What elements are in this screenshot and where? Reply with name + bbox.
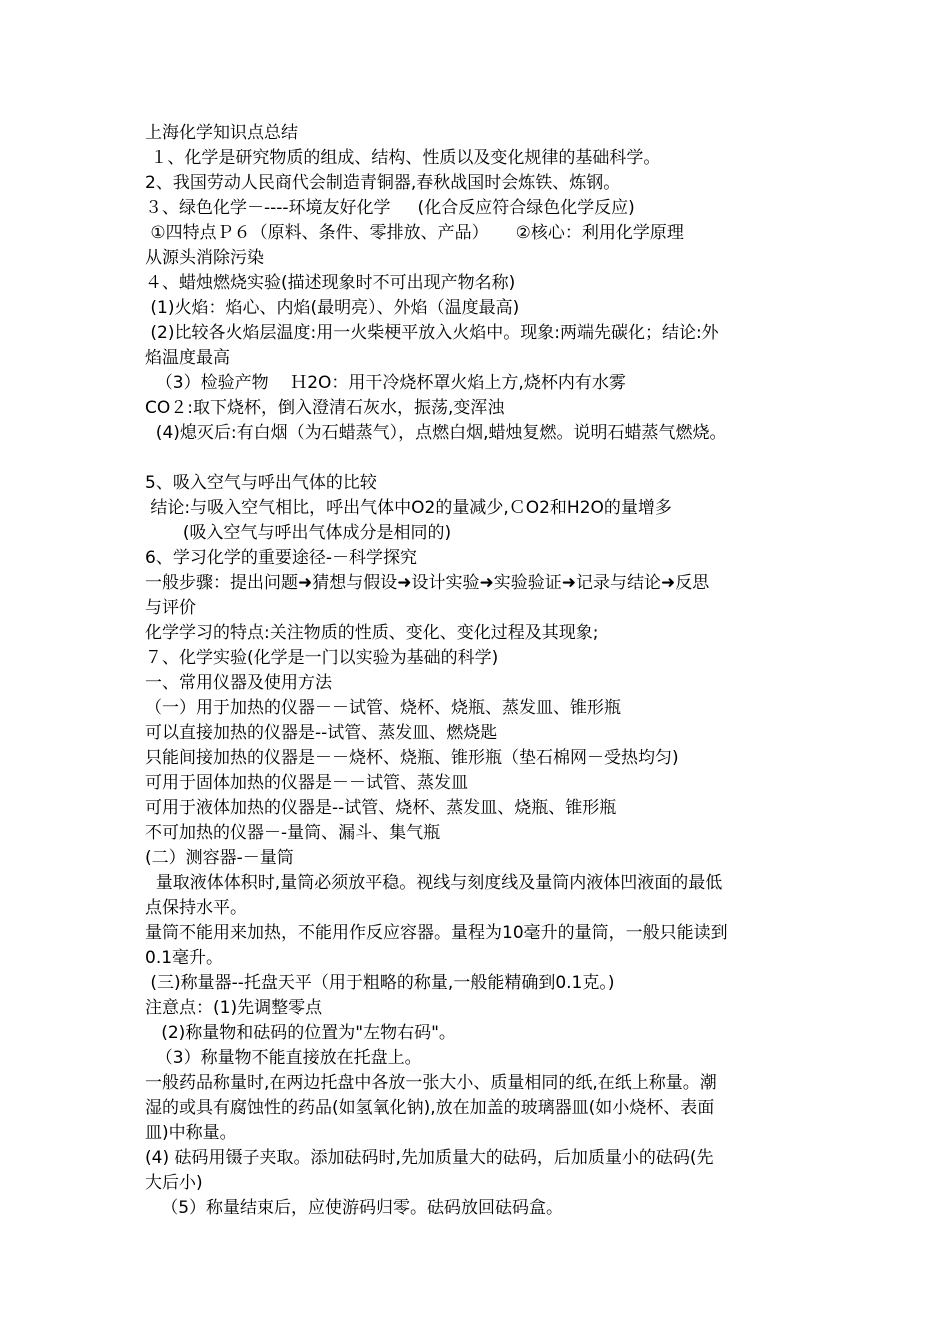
document-title: 上海化学知识点总结 <box>145 123 298 143</box>
text-line: 一般步骤：提出问题➜猜想与假设➜设计实验➜实验验证➜记录与结论➜反思 <box>145 573 710 593</box>
text-line: (4) 砝码用镊子夹取。添加砝码时,先加质量大的砝码，后加质量小的砝码(先 <box>145 1148 714 1168</box>
text-line: 一般药品称量时,在两边托盘中各放一张大小、质量相同的纸,在纸上称量。潮 <box>145 1073 717 1093</box>
text-line: 2、我国劳动人民商代会制造青铜器,春秋战国时会炼铁、炼钢。 <box>145 173 621 193</box>
text-line: (4)熄灭后:有白烟（为石蜡蒸气），点燃白烟,蜡烛复燃。说明石蜡蒸气燃烧。 <box>145 423 727 443</box>
text-line: （5）称量结束后，应使游码归零。砝码放回砝码盒。 <box>145 1198 564 1218</box>
text-line: 大后小) <box>145 1173 203 1193</box>
text-line: （3）称量物不能直接放在托盘上。 <box>145 1048 422 1068</box>
text-line: 湿的或具有腐蚀性的药品(如氢氧化钠),放在加盖的玻璃器皿(如小烧杯、表面 <box>145 1098 715 1118</box>
text-line: 6、学习化学的重要途径-－科学探究 <box>145 548 417 568</box>
text-line: 化学学习的特点:关注物质的性质、变化、变化过程及其现象; <box>145 623 599 643</box>
document-body <box>145 121 825 1221</box>
text-line: 从源头消除污染 <box>145 248 264 268</box>
text-line: （一）用于加热的仪器－－试管、烧杯、烧瓶、蒸发皿、锥形瓶 <box>145 698 621 718</box>
text-line: (1)火焰：焰心、内焰(最明亮）、外焰（温度最高) <box>145 298 520 318</box>
text-line: 一、常用仪器及使用方法 <box>145 673 332 693</box>
text-line: ３、绿色化学－----环境友好化学 (化合反应符合绿色化学反应) <box>145 198 635 218</box>
text-line: 可以直接加热的仪器是--试管、蒸发皿、燃烧匙 <box>145 723 498 743</box>
text-line: 0.1毫升。 <box>145 948 224 968</box>
text-line: 可用于固体加热的仪器是－－试管、蒸发皿 <box>145 773 468 793</box>
text-line: 只能间接加热的仪器是－－烧杯、烧瓶、锥形瓶（垫石棉网－受热均匀) <box>145 748 679 768</box>
text-line: 点保持水平。 <box>145 898 247 918</box>
text-line: 结论:与吸入空气相比，呼出气体中O2的量减少,ＣO2和H2O的量增多 <box>145 498 672 518</box>
blank-line <box>145 446 825 471</box>
text-line: (2)称量物和砝码的位置为"左物右码"。 <box>145 1023 456 1043</box>
text-line: (2)比较各火焰层温度:用一火柴梗平放入火焰中。现象:两端先碳化；结论:外 <box>145 323 719 343</box>
text-line: 量筒不能用来加热，不能用作反应容器。量程为10毫升的量筒，一般只能读到 <box>145 923 728 943</box>
text-line: (三)称量器--托盘天平（用于粗略的称量,一般能精确到0.1克。) <box>145 973 615 993</box>
text-line: 注意点：(1)先调整零点 <box>145 998 323 1018</box>
text-line: (二）测容器-－量筒 <box>145 848 294 868</box>
text-line: (吸入空气与呼出气体成分是相同的) <box>145 523 452 543</box>
text-line: 皿)中称量。 <box>145 1123 237 1143</box>
text-line: 焰温度最高 <box>145 348 230 368</box>
text-line: ４、蜡烛燃烧实验(描述现象时不可出现产物名称) <box>145 273 516 293</box>
text-line: 与评价 <box>145 598 196 618</box>
text-line: （3）检验产物 Ｈ2O：用干冷烧杯罩火焰上方,烧杯内有水雾 <box>145 373 626 393</box>
text-line: ①四特点Ｐ６（原料、条件、零排放、产品） ②核心：利用化学原理 <box>145 223 684 243</box>
text-line: ７、化学实验(化学是一门以实验为基础的科学) <box>145 648 499 668</box>
text-line: 不可加热的仪器－-量筒、漏斗、集气瓶 <box>145 823 441 843</box>
text-line: 5、吸入空气与呼出气体的比较 <box>145 473 377 493</box>
text-line: CO２:取下烧杯，倒入澄清石灰水，振荡,变浑浊 <box>145 398 505 418</box>
text-line: １、化学是研究物质的组成、结构、性质以及变化规律的基础科学。 <box>145 148 661 168</box>
text-line: 量取液体体积时,量筒必须放平稳。视线与刻度线及量筒内液体凹液面的最低 <box>145 873 723 893</box>
text-line: 可用于液体加热的仪器是--试管、烧杯、蒸发皿、烧瓶、锥形瓶 <box>145 798 617 818</box>
